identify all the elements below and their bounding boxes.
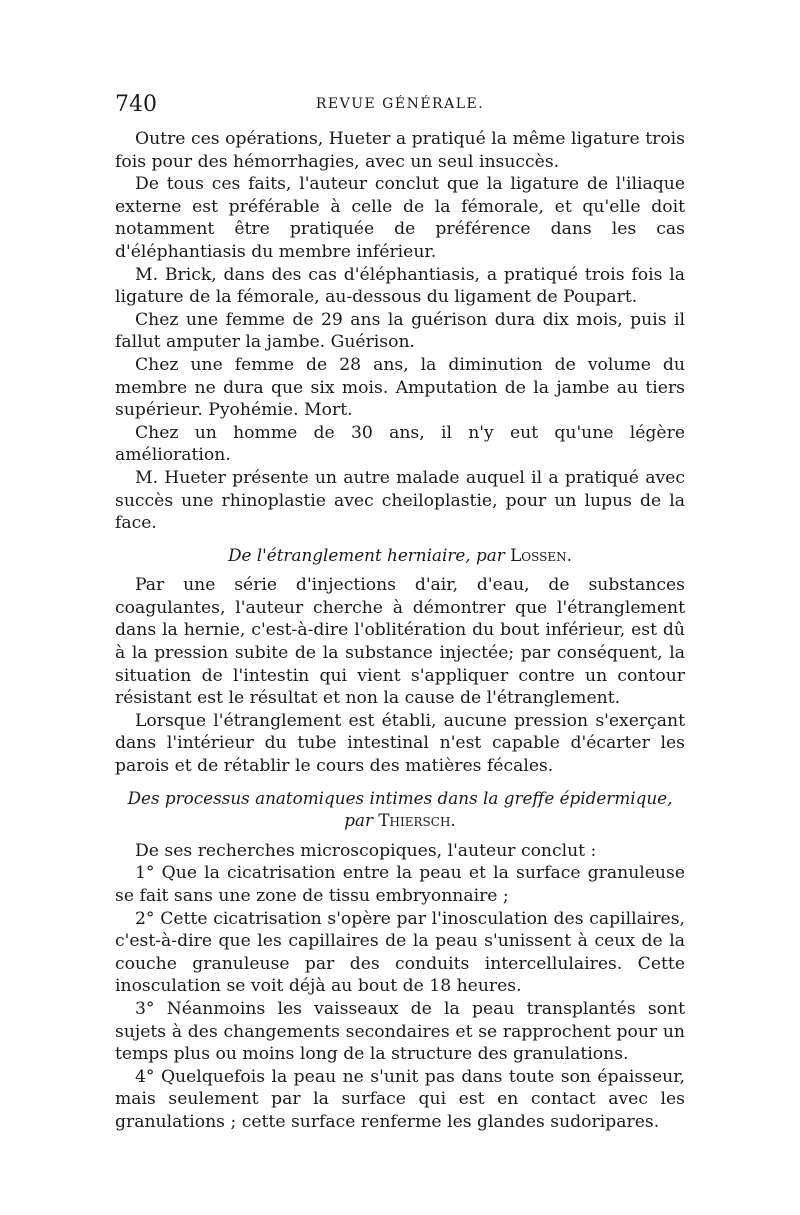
paragraph: Par une série d'injections d'air, d'eau, de substances coagulantes, l'auteur cherche à démontrer que l'étranglement dans la hernie, c'est-à-dire l'oblitération du bout inférieur, est dû à la pression subite de la substance injectée; par conséquent, la situation de l'intestin qui vient s'appliquer contre un contour résistant est le résultat et non la cause de l'étranglement.: [115, 575, 685, 709]
paragraph: De ses recherches microscopiques, l'auteur conclut :: [135, 840, 597, 861]
paragraph: Lorsque l'étranglement est établi, aucune pression s'exerçant dans l'intérieur du tube intestinal n'est capable d'écarter les parois et de rétablir le cours des matières fécales.: [115, 710, 685, 777]
section-par: par: [344, 810, 374, 831]
paragraph: Outre ces opérations, Hueter a pratiqué la même ligature trois fois pour des hémorrhagies, avec un seul insuccès.: [115, 129, 685, 172]
paragraph: 1° Que la cicatrisation entre la peau et la surface granuleuse se fait sans une zone de tissu embryonnaire ;: [115, 863, 685, 906]
page-number: 740: [115, 92, 157, 117]
paragraph: 4° Quelquefois la peau ne s'unit pas dans toute son épaisseur, mais seulement par la surface qui est en contact avec les granulations ; cette surface renferme les glandes sudoripares.: [115, 1066, 685, 1132]
paragraph: 2° Cette cicatrisation s'opère par l'inosculation des capillaires, c'est-à-dire que les capillaires de la peau s'unissent à ceux de la couche granuleuse par des conduits intercellulaires. Cette inosculation se voit déjà au bout de 18 heures.: [115, 908, 685, 997]
paragraph: De tous ces faits, l'auteur conclut que la ligature de l'iliaque externe est préférable à celle de la fémorale, et qu'elle doit notamment être pratiquée de préférence dans les cas d'éléphantiasis du membre inférieur.: [115, 174, 685, 262]
section-author: Lossen.: [510, 544, 572, 565]
page-header: [115, 92, 685, 118]
paragraph: M. Brick, dans des cas d'éléphantiasis, a pratiqué trois fois la ligature de la fémorale, au-dessous du ligament de Poupart.: [115, 264, 685, 308]
section-title: Des processus anatomiques intimes dans la greffe épidermique,: [127, 787, 673, 808]
section-heading-thiersch: [115, 787, 685, 832]
running-head: REVUE GÉNÉRALE.: [315, 96, 485, 112]
section-par: par: [475, 544, 505, 565]
section-heading-lossen: [115, 544, 685, 567]
section-title: De l'étranglement herniaire,: [228, 544, 471, 565]
paragraph: 3° Néanmoins les vaisseaux de la peau transplantés sont sujets à des changements secondaires et se rapprochent pour un temps plus ou moins long de la structure des granulations.: [115, 998, 685, 1065]
paragraph: M. Hueter présente un autre malade auquel il a pratiqué avec succès une rhinoplastie avec cheiloplastie, pour un lupus de la face.: [115, 467, 685, 534]
page-body: [115, 128, 685, 1134]
paragraph: Chez une femme de 28 ans, la diminution de volume du membre ne dura que six mois. Amputation de la jambe au tiers supérieur. Pyohémie. Mort.: [115, 354, 685, 421]
paragraph: Chez une femme de 29 ans la guérison dura dix mois, puis il fallut amputer la jambe. Guérison.: [115, 309, 685, 353]
section-author: Thiersch.: [378, 810, 456, 831]
paragraph: Chez un homme de 30 ans, il n'y eut qu'une légère amélioration.: [115, 422, 685, 466]
